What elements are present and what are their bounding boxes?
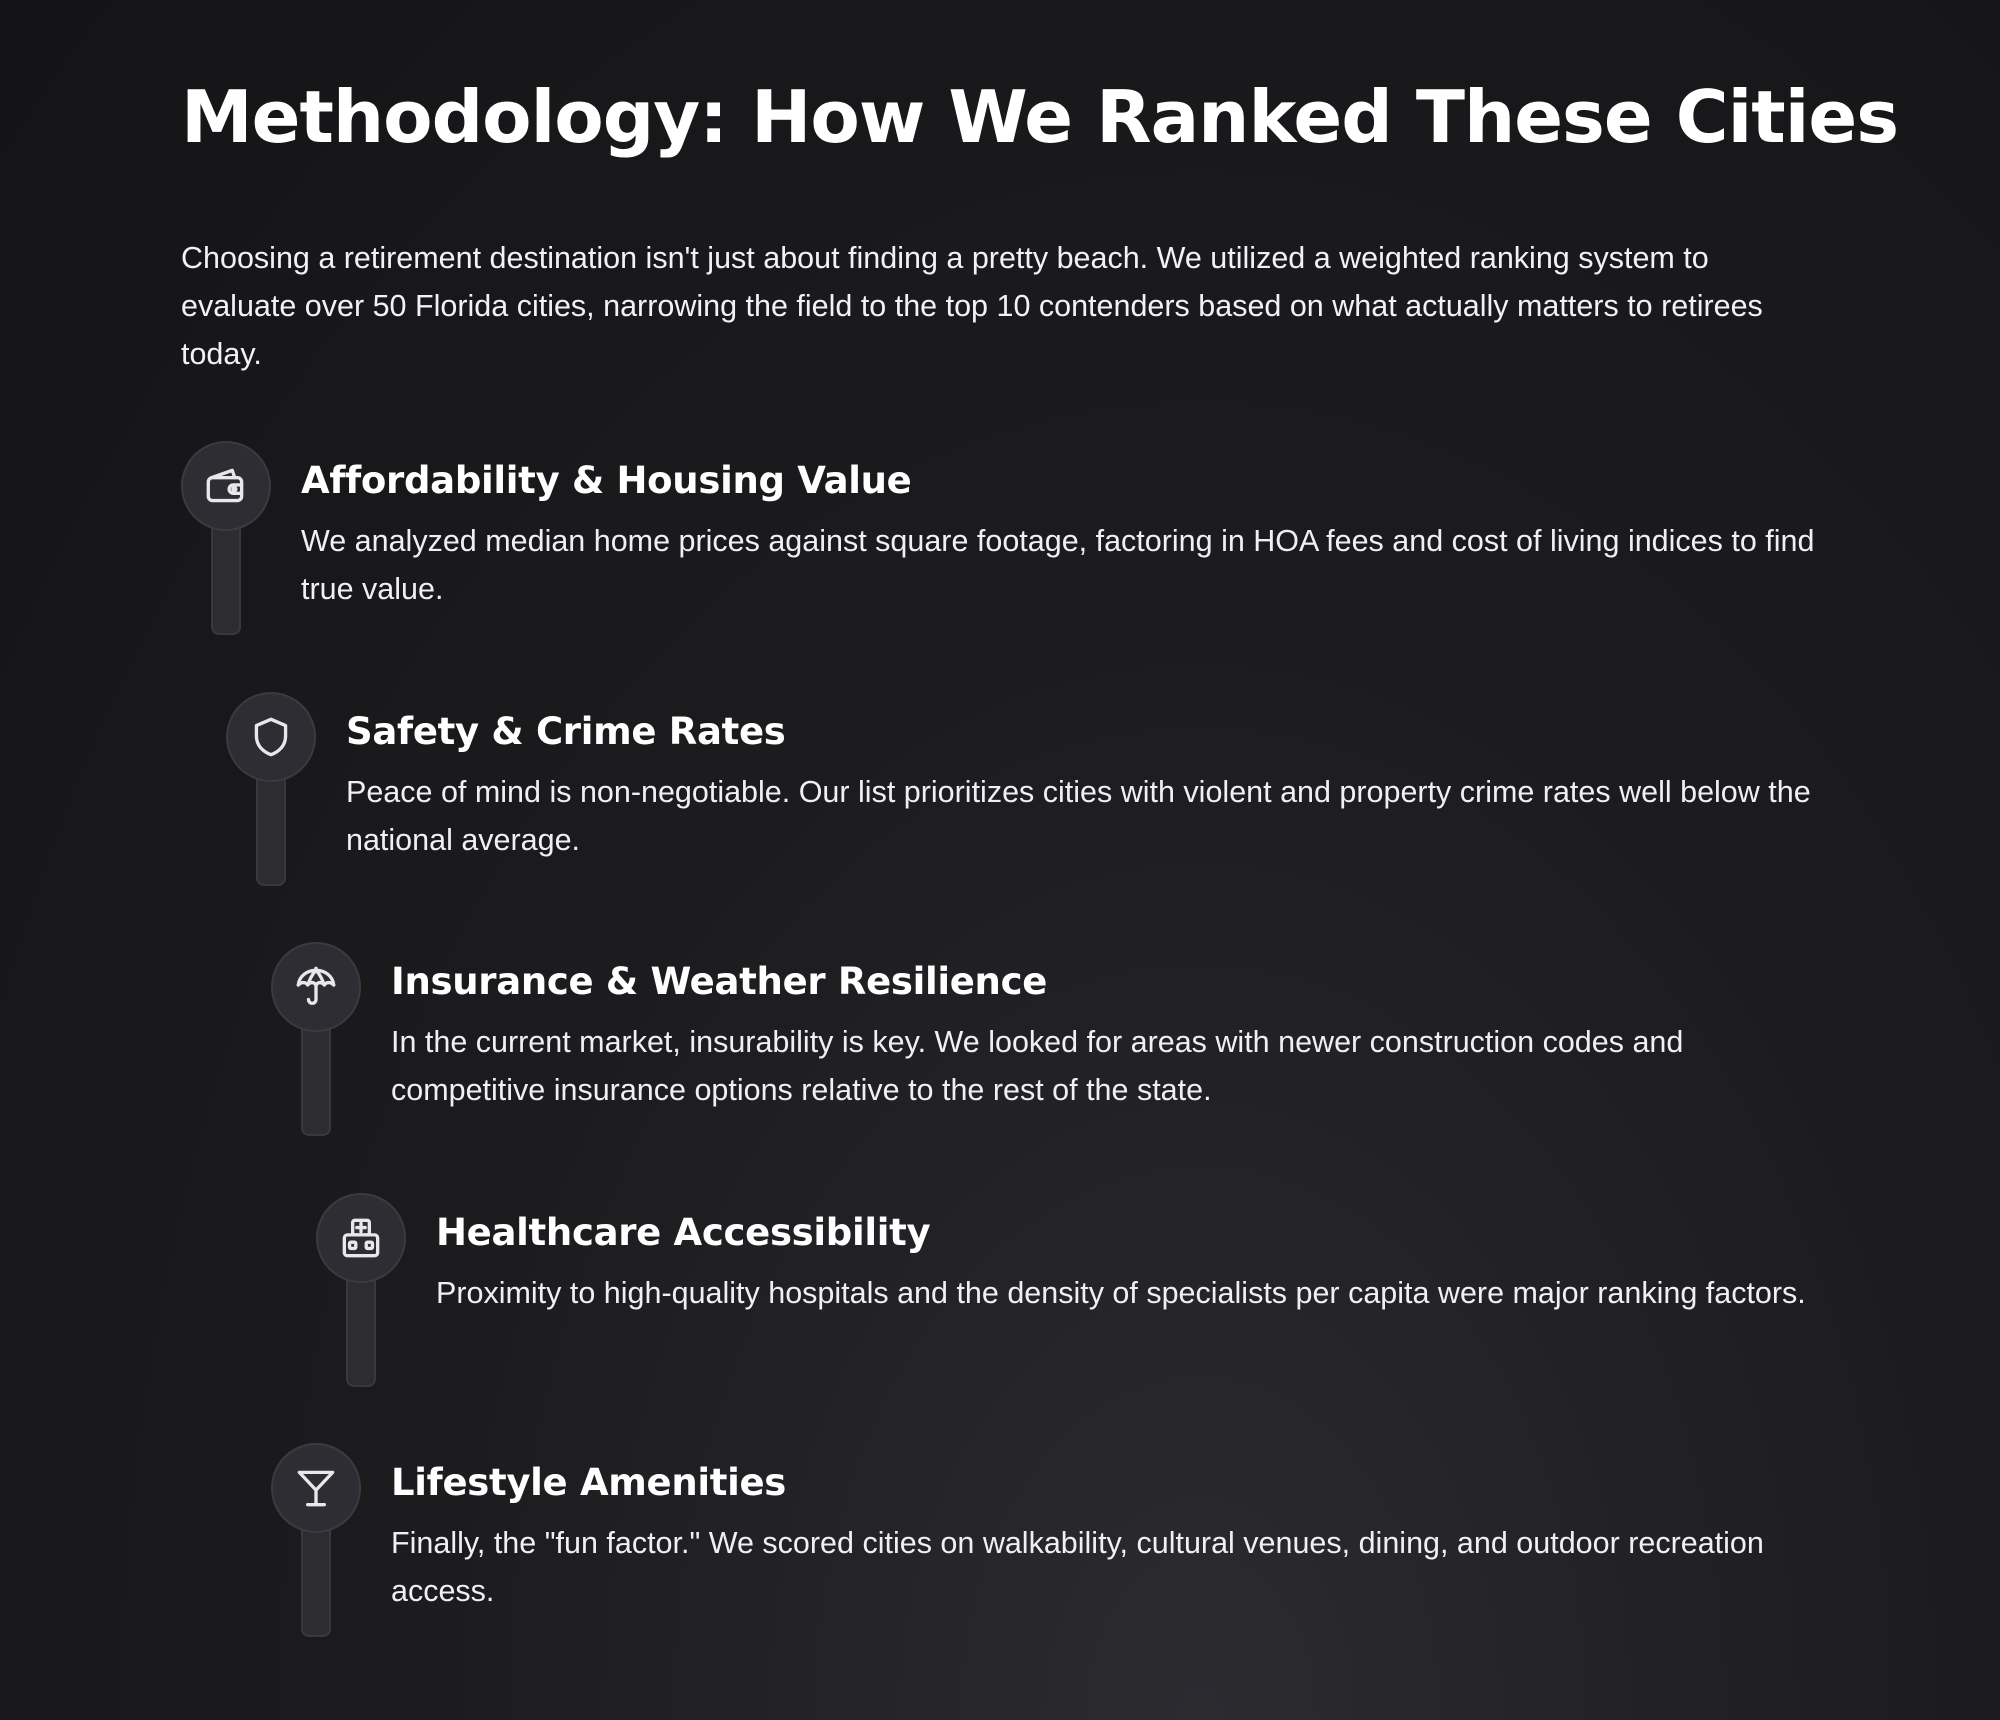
criterion-description: Finally, the "fun factor." We scored cities on walkability, cultural venues, dining, and outdoor recreation access.: [391, 1526, 1764, 1609]
umbrella-icon: [271, 942, 361, 1032]
criterion-text: [346, 692, 1826, 864]
step-marker: [316, 1193, 406, 1387]
criterion-text: [436, 1193, 1856, 1317]
criterion-title: Insurance & Weather Resilience: [391, 960, 1048, 1003]
step-marker: [226, 692, 316, 886]
criterion-title: Affordability & Housing Value: [301, 459, 912, 502]
criterion-description: We analyzed median home prices against square footage, factoring in HOA fees and cost of living indices to find true value.: [301, 524, 1815, 607]
page-title: Methodology: How We Ranked These Cities: [181, 75, 1899, 159]
cocktail-icon: [271, 1443, 361, 1533]
criterion-description: Peace of mind is non-negotiable. Our list prioritizes cities with violent and property crime rates well below the national average.: [346, 775, 1811, 858]
criterion-text: [391, 942, 1831, 1114]
wallet-icon: [181, 441, 271, 531]
criterion-description: In the current market, insurability is key. We looked for areas with newer construction codes and competitive insurance options relative to the rest of the state.: [391, 1025, 1684, 1108]
shield-icon: [226, 692, 316, 782]
step-marker: [271, 1443, 361, 1637]
criterion-title: Healthcare Accessibility: [436, 1211, 931, 1254]
step-marker: [181, 441, 271, 635]
criterion-text: [391, 1443, 1831, 1615]
criterion-title: Lifestyle Amenities: [391, 1461, 787, 1504]
criterion-description: Proximity to high-quality hospitals and the density of specialists per capita were major ranking factors.: [436, 1276, 1806, 1311]
intro-paragraph: Choosing a retirement destination isn't just about finding a pretty beach. We utilized a weighted ranking system to evaluate over 50 Florida cities, narrowing the field to the top 10 contenders based on what actually matters to retirees today.: [181, 241, 1763, 371]
step-marker: [271, 942, 361, 1136]
criterion-text: [301, 441, 1821, 613]
hospital-icon: [316, 1193, 406, 1283]
criterion-title: Safety & Crime Rates: [346, 710, 786, 753]
